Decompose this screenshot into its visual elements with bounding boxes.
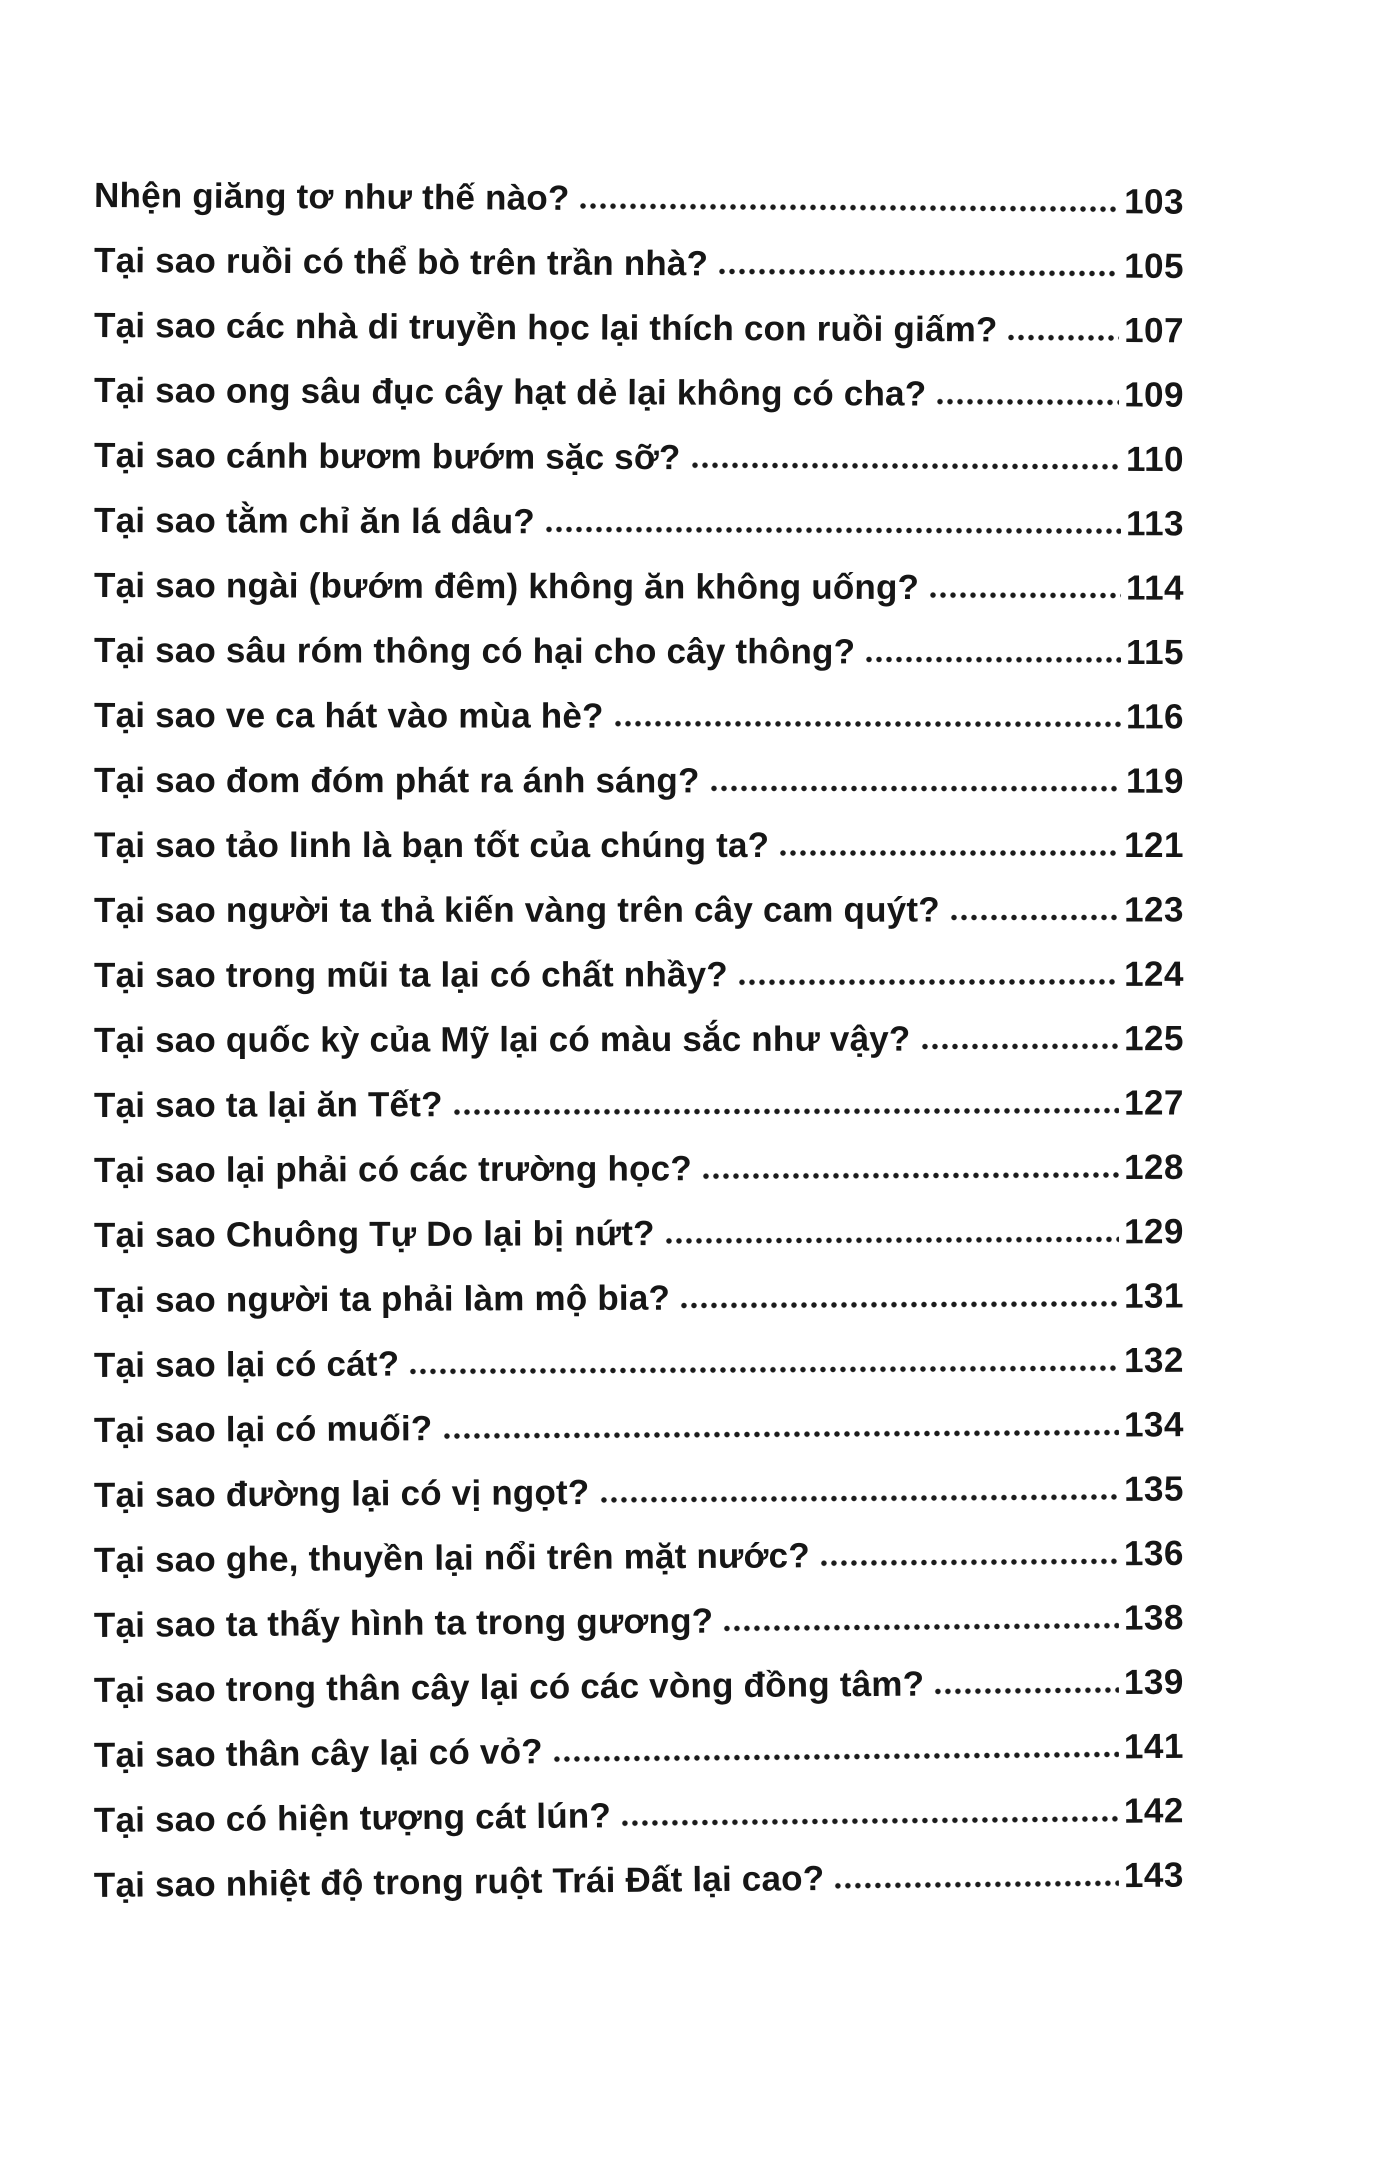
toc-entry-page: 114 <box>1126 568 1185 608</box>
toc-entry-page: 110 <box>1126 439 1185 480</box>
toc-entry-page: 134 <box>1123 1405 1185 1445</box>
toc-entry-page: 128 <box>1123 1147 1185 1187</box>
dot-leader <box>578 194 1119 213</box>
dot-leader <box>722 1614 1119 1633</box>
toc-entry <box>94 1598 1184 1671</box>
toc-entry <box>94 371 1184 441</box>
toc-entry <box>94 1083 1184 1151</box>
dot-leader <box>928 583 1121 599</box>
toc-entry-title: Tại sao người ta thả kiến vàng trên cây cam quýt? <box>93 890 940 930</box>
toc-entry <box>94 826 1184 891</box>
toc-entry-page: 136 <box>1123 1533 1185 1574</box>
toc-entry-page: 115 <box>1126 632 1185 673</box>
toc-entry <box>94 566 1184 634</box>
toc-entry <box>94 1276 1184 1346</box>
toc-entry-title: Tại sao ong sâu đục cây hạt dẻ lại không có cha? <box>93 371 927 414</box>
toc-entry <box>94 1148 1184 1216</box>
toc-entry-page: 125 <box>1124 1019 1185 1059</box>
toc-entry <box>94 955 1184 1021</box>
toc-entry <box>94 1019 1184 1086</box>
toc-entry-page: 103 <box>1124 182 1185 222</box>
toc-entry-page: 135 <box>1123 1469 1185 1509</box>
dot-leader <box>709 776 1121 792</box>
toc-entry-title: Tại sao các nhà di truyền học lại thích con ruồi giấm? <box>93 306 998 350</box>
toc-entry-page: 124 <box>1124 954 1185 994</box>
toc-entry-title: Tại sao trong mũi ta lại có chất nhầy? <box>93 955 728 995</box>
toc-entry-title: Tại sao lại có muối? <box>93 1409 433 1450</box>
toc-entry-title: Tại sao ve ca hát vào mùa hè? <box>93 696 604 736</box>
dot-leader <box>620 1807 1119 1827</box>
toc-entry-page: 119 <box>1126 761 1185 801</box>
dot-leader <box>833 1871 1119 1890</box>
toc-entry-page: 113 <box>1126 504 1185 544</box>
toc-entry-page: 129 <box>1123 1212 1185 1252</box>
toc-entry-title: Tại sao đường lại có vị ngọt? <box>93 1473 590 1515</box>
dot-leader <box>1006 325 1119 342</box>
toc-entry-title: Tại sao ta lại ăn Tết? <box>93 1085 443 1125</box>
toc-entry-title: Tại sao đom đóm phát ra ánh sáng? <box>93 761 700 801</box>
toc-entry-page: 116 <box>1126 697 1185 737</box>
toc-entry-title: Tại sao có hiện tượng cát lún? <box>93 1796 612 1840</box>
toc-entry <box>94 1791 1185 1866</box>
dot-leader <box>933 1678 1119 1695</box>
dot-leader <box>819 1549 1119 1567</box>
toc-entry-page: 132 <box>1123 1340 1185 1381</box>
toc-entry-title: Tại sao tằm chỉ ăn lá dâu? <box>93 501 535 542</box>
toc-entry-title: Tại sao sâu róm thông có hại cho cây thông? <box>93 631 856 672</box>
toc-entry-page: 127 <box>1124 1083 1185 1123</box>
toc-entry-page: 138 <box>1123 1598 1185 1638</box>
dot-leader <box>408 1356 1119 1375</box>
toc-entry-title: Tại sao trong thân cây lại có các vòng đồng tâm? <box>93 1664 925 1710</box>
toc-entry <box>94 890 1184 956</box>
toc-entry-title: Tại sao cánh bươm bướm sặc sỡ? <box>93 436 681 478</box>
toc-entry <box>94 1341 1184 1411</box>
toc-entry-title: Tại sao ruồi có thể bò trên trần nhà? <box>93 241 709 284</box>
dot-leader <box>778 841 1119 857</box>
dot-leader <box>701 1163 1119 1180</box>
toc-entry-page: 143 <box>1123 1855 1185 1896</box>
toc-entry <box>94 501 1184 569</box>
toc-entry-page: 142 <box>1123 1791 1185 1831</box>
toc-entry-title: Tại sao tảo linh là bạn tốt của chúng ta? <box>93 826 770 866</box>
dot-leader <box>919 1034 1119 1050</box>
toc-entry-title: Tại sao ngài (bướm đêm) không ăn không uống? <box>93 566 920 608</box>
toc-entry-title: Tại sao ghe, thuyền lại nổi trên mặt nước? <box>93 1536 810 1580</box>
toc-entry <box>94 1405 1184 1476</box>
dot-leader <box>613 712 1121 729</box>
dot-leader <box>864 647 1121 663</box>
toc-entry <box>94 631 1184 698</box>
dot-leader <box>690 453 1122 471</box>
dot-leader <box>949 905 1119 921</box>
toc-entry <box>94 1663 1184 1736</box>
dot-leader <box>544 517 1121 535</box>
toc-entry-title: Tại sao Chuông Tự Do lại bị nứt? <box>93 1214 655 1255</box>
dot-leader <box>452 1099 1119 1117</box>
toc-entry-title: Tại sao người ta phải làm mộ bia? <box>93 1278 671 1320</box>
toc-entry-page: 131 <box>1123 1276 1185 1316</box>
toc-entry-title: Tại sao lại phải có các trường học? <box>93 1149 692 1190</box>
dot-leader <box>737 970 1119 986</box>
toc-entry <box>94 241 1184 312</box>
toc-entry-title: Tại sao lại có cát? <box>93 1344 400 1385</box>
toc-entry <box>94 1727 1185 1801</box>
dot-leader <box>717 259 1119 277</box>
dot-leader <box>441 1420 1119 1440</box>
dot-leader <box>935 390 1119 407</box>
toc-entry <box>94 761 1184 827</box>
toc-entry-page: 139 <box>1123 1662 1185 1702</box>
toc-entry-page: 109 <box>1124 375 1185 415</box>
toc-entry-page: 141 <box>1123 1726 1185 1767</box>
toc-entry-title: Tại sao nhiệt độ trong ruột Trái Đất lại cao? <box>93 1858 825 1905</box>
dot-leader <box>552 1742 1119 1763</box>
dot-leader <box>679 1292 1119 1310</box>
toc-entry-title: Tại sao thân cây lại có vỏ? <box>93 1732 543 1775</box>
toc-entry-title: Nhện giăng tơ như thế nào? <box>93 176 570 218</box>
toc-entry <box>94 436 1184 505</box>
toc-entry-page: 107 <box>1124 311 1185 351</box>
toc-entry <box>94 1856 1185 1931</box>
toc-entry <box>94 306 1184 376</box>
dot-leader <box>664 1227 1119 1245</box>
toc-entry-page: 123 <box>1124 890 1185 930</box>
toc-entry <box>94 696 1184 762</box>
toc-entry <box>94 1212 1184 1281</box>
toc-entry-page: 105 <box>1124 246 1185 286</box>
toc-entry <box>94 176 1184 248</box>
toc-entry <box>94 1534 1184 1606</box>
toc-entry-title: Tại sao quốc kỳ của Mỹ lại có màu sắc như vậy? <box>93 1019 911 1060</box>
toc-entry-title: Tại sao ta thấy hình ta trong gương? <box>93 1601 714 1645</box>
toc-entry <box>94 1469 1184 1541</box>
toc-entry-page: 121 <box>1124 826 1185 866</box>
dot-leader <box>598 1485 1119 1504</box>
